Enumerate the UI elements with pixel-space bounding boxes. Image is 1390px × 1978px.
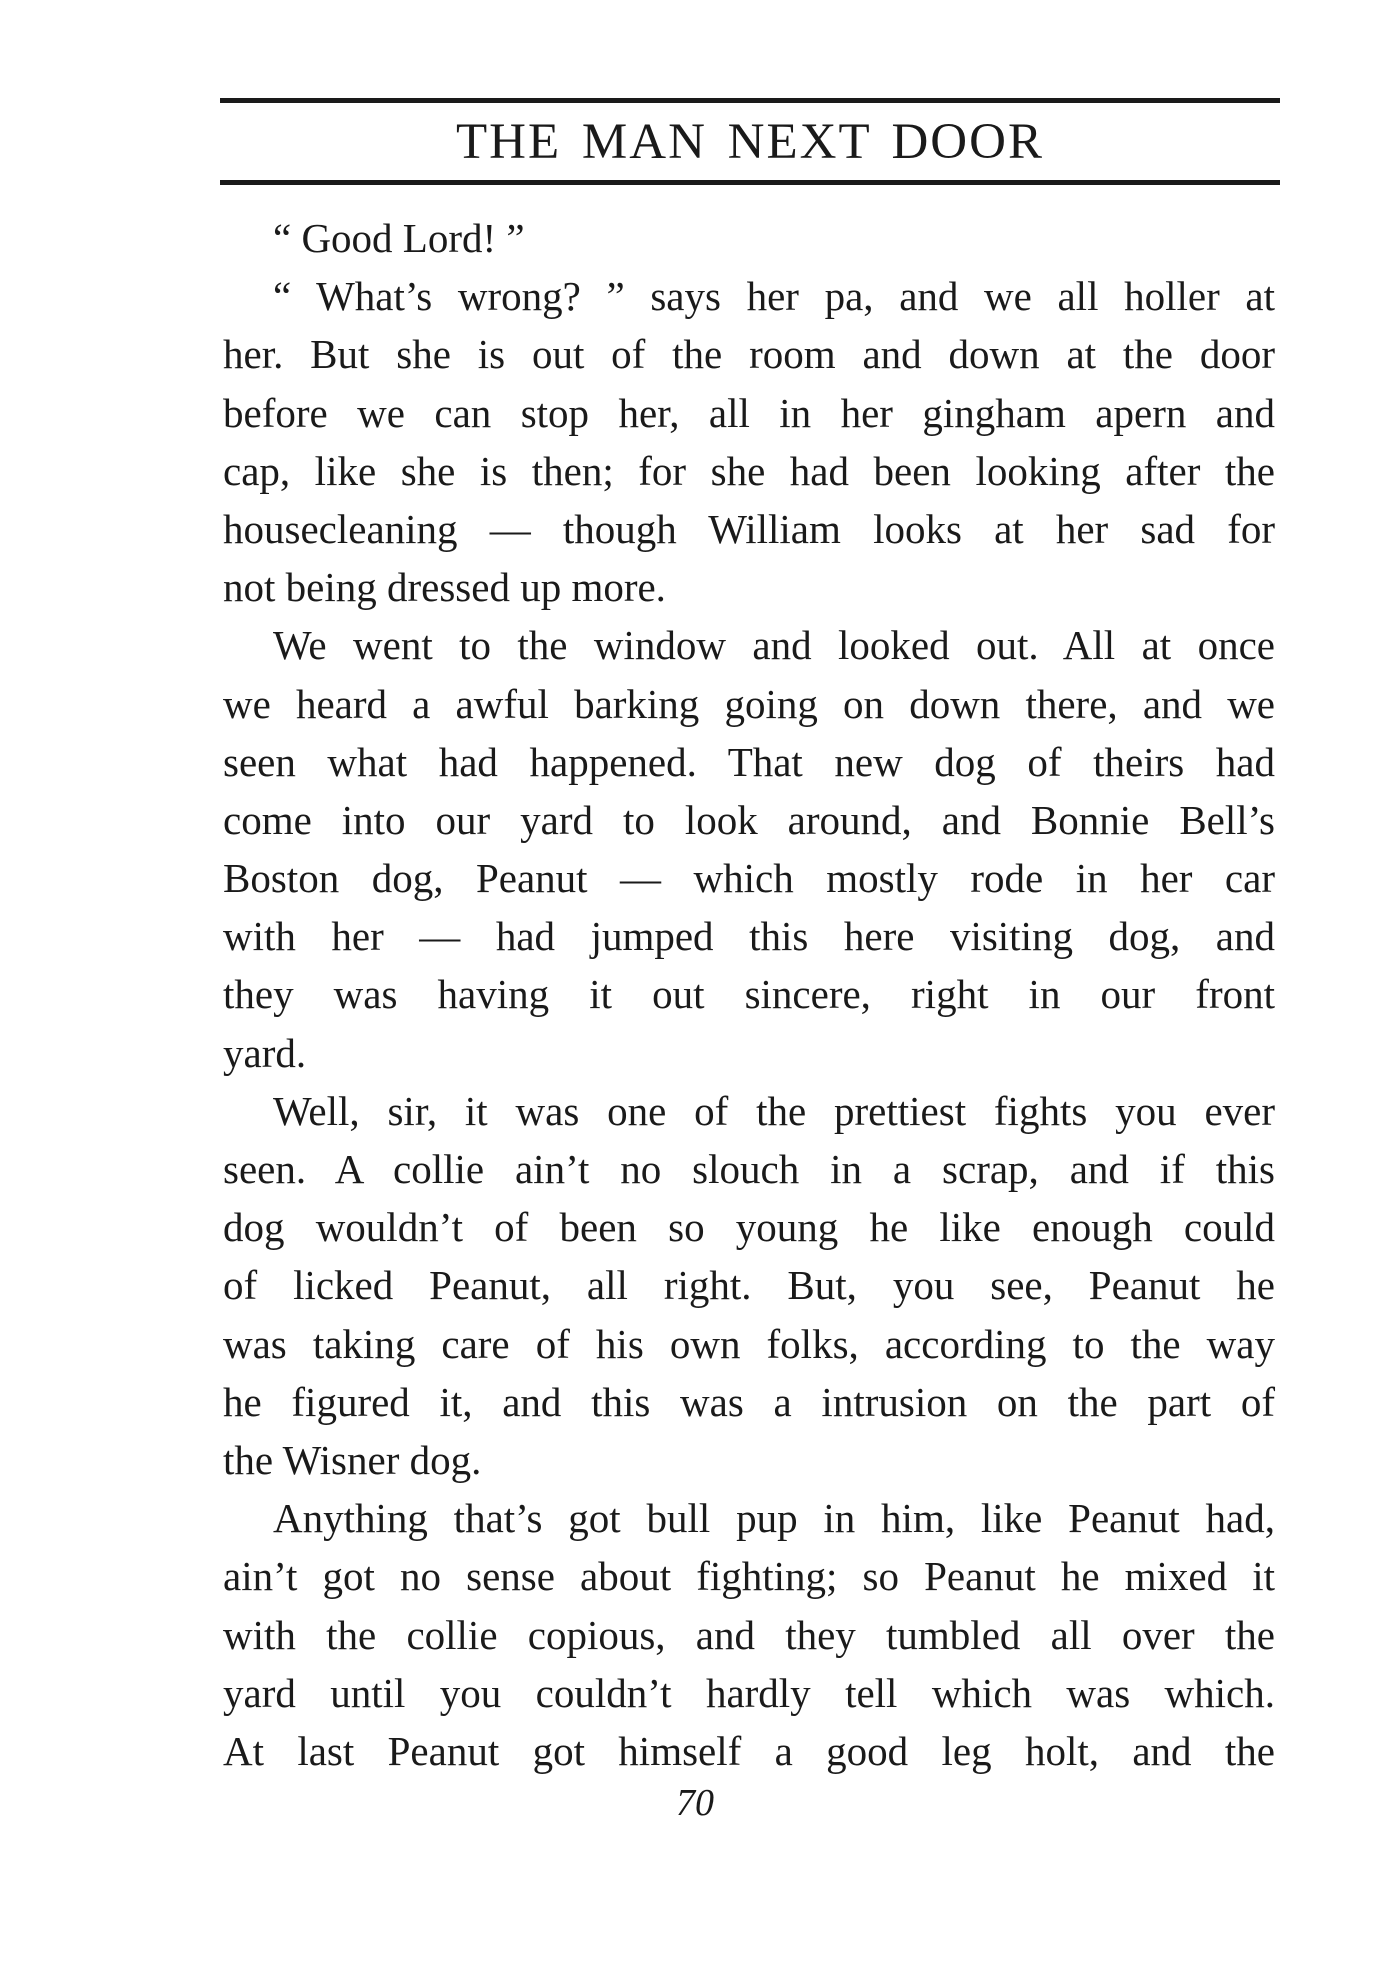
text-line: not being dressed up more. xyxy=(223,564,666,611)
text-line: ain’t got no sense about fighting; so Peanut he mixed it xyxy=(223,1553,1275,1600)
text-line: yard until you couldn’t hardly tell which was which. xyxy=(223,1669,1275,1716)
text-line: before we can stop her, all in her gingham apern and xyxy=(223,389,1275,436)
text-line: seen. A collie ain’t no slouch in a scrap, and if this xyxy=(223,1146,1275,1192)
text-line: Well, sir, it was one of the prettiest fights you ever xyxy=(273,1087,1275,1134)
text-line: Anything that’s got bull pup in him, like Peanut had, xyxy=(273,1495,1275,1542)
text-line: seen what had happened. That new dog of theirs had xyxy=(223,738,1275,785)
header-rule-bottom xyxy=(220,180,1280,185)
text-line: with her — had jumped this here visiting dog, and xyxy=(223,913,1275,960)
text-line: We went to the window and looked out. All at once xyxy=(273,622,1275,669)
body-text xyxy=(223,209,1275,1780)
text-line: of licked Peanut, all right. But, you see, Peanut he xyxy=(223,1262,1275,1309)
text-line: yard. xyxy=(223,1029,307,1076)
text-line: we heard a awful barking going on down there, and we xyxy=(223,680,1275,727)
header-rule-top xyxy=(220,98,1280,103)
text-line: housecleaning — though William looks at her sad for xyxy=(223,505,1275,552)
text-line: was taking care of his own folks, according to the way xyxy=(223,1320,1275,1367)
page-number: 70 xyxy=(676,1782,714,1824)
text-line: the Wisner dog. xyxy=(223,1436,482,1483)
text-line: he figured it, and this was a intrusion on the part of xyxy=(223,1378,1275,1425)
running-head: THE MAN NEXT DOOR xyxy=(456,114,1044,170)
text-line: “ Good Lord! ” xyxy=(273,215,525,261)
text-line: dog wouldn’t of been so young he like enough could xyxy=(223,1204,1275,1251)
text-line: Boston dog, Peanut — which mostly rode in her car xyxy=(223,855,1275,902)
text-line: At last Peanut got himself a good leg holt, and the xyxy=(223,1727,1275,1774)
text-line: they was having it out sincere, right in our front xyxy=(223,971,1275,1018)
text-line: “ What’s wrong? ” says her pa, and we all holler at xyxy=(273,273,1275,320)
text-line: with the collie copious, and they tumbled all over the xyxy=(223,1611,1275,1658)
text-line: come into our yard to look around, and Bonnie Bell’s xyxy=(223,796,1275,843)
text-line: cap, like she is then; for she had been looking after the xyxy=(223,447,1275,494)
text-line: her. But she is out of the room and down at the door xyxy=(223,331,1275,378)
